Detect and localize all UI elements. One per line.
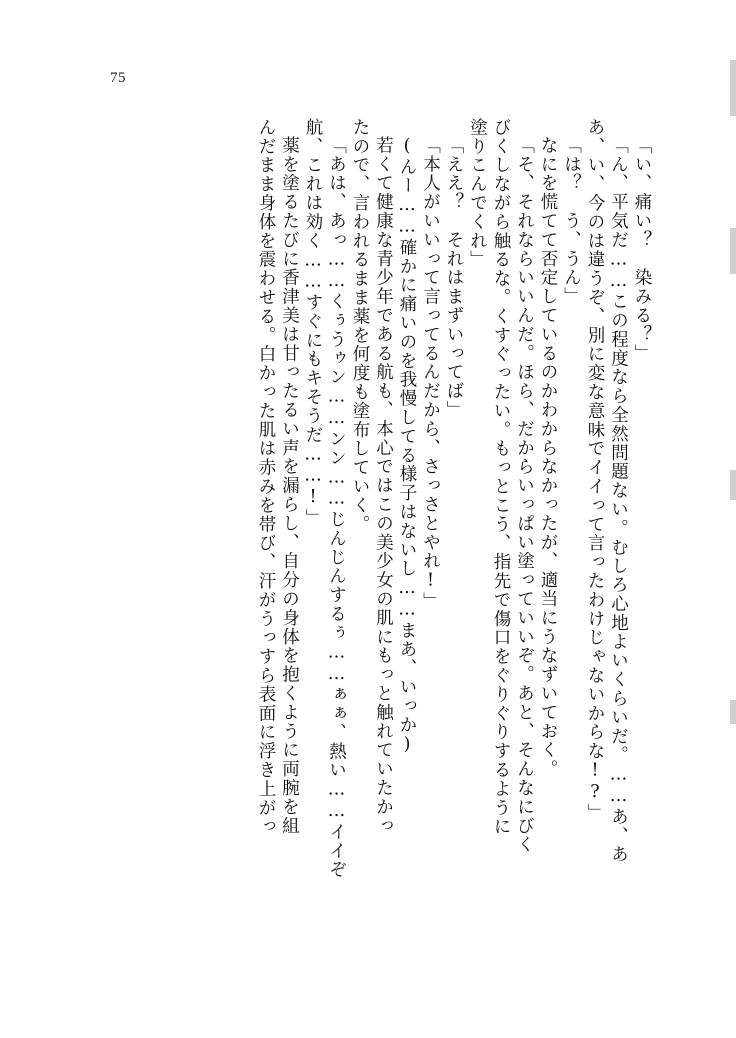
- text-line: びくしながら触るな。くすぐったい。もっとこう、指先で傷口をぐりぐりするように: [491, 118, 511, 837]
- text-line: 「は？ う、うん」: [561, 136, 582, 307]
- text-line: (んー……確かに痛いのを我慢してる様子はないし……まあ、いっか): [397, 136, 417, 756]
- text-line: んだまま身体を震わせる。白かった肌は赤みを帯び、汗がうっすら表面に浮き上がっ: [256, 118, 276, 837]
- text-line: あ、い、今のは違うぞ、別に変な意味でイイって言ったわけじゃないからな!?」: [585, 118, 605, 823]
- text-line: 塗りこんでくれ」: [467, 118, 488, 270]
- text-line: なにを慌てて否定しているのかわからなかったが、適当にうなずいておく。: [538, 136, 558, 779]
- text-line: 「ん、平気だ……この程度なら全然問題ない。むしろ心地よいくらいだ。……あ、あ: [608, 136, 629, 865]
- text-line: 「ええ？ それはまずいってば」: [444, 136, 464, 420]
- text-line: 薬を塗るたびに香津美は甘ったるい声を漏らし、自分の身体を抱くように両腕を組: [279, 136, 300, 836]
- margin-mark: [730, 60, 736, 116]
- margin-mark: [730, 700, 736, 724]
- text-line: 「あは、あっ……くぅうゥン……ンン……じんじんするぅ……ぁぁ、熱い……イイぞ: [326, 136, 347, 880]
- margin-mark: [730, 228, 736, 274]
- text-line: 航、これは効く……すぐにもキそうだ……!」: [303, 118, 323, 528]
- page-number: 75: [110, 70, 126, 86]
- text-line: たので、言われるまま薬を何度も塗布していく。: [350, 118, 370, 534]
- text-line: 「本人がいいって言ってるんだから、さっさとやれ!」: [420, 136, 441, 611]
- text-line: 「い、痛い？ 染みる？」: [632, 136, 652, 363]
- text-line: 若くて健康な青少年である航も、本心ではこの美少女の肌にもっと触れていたかっ: [373, 136, 394, 836]
- margin-mark: [730, 470, 736, 500]
- vertical-text-block: [78, 118, 650, 956]
- text-line: 「そ、それならいいんだ。ほら、だからいっぱい塗っていいぞ。あと、そんなにびく: [514, 136, 535, 855]
